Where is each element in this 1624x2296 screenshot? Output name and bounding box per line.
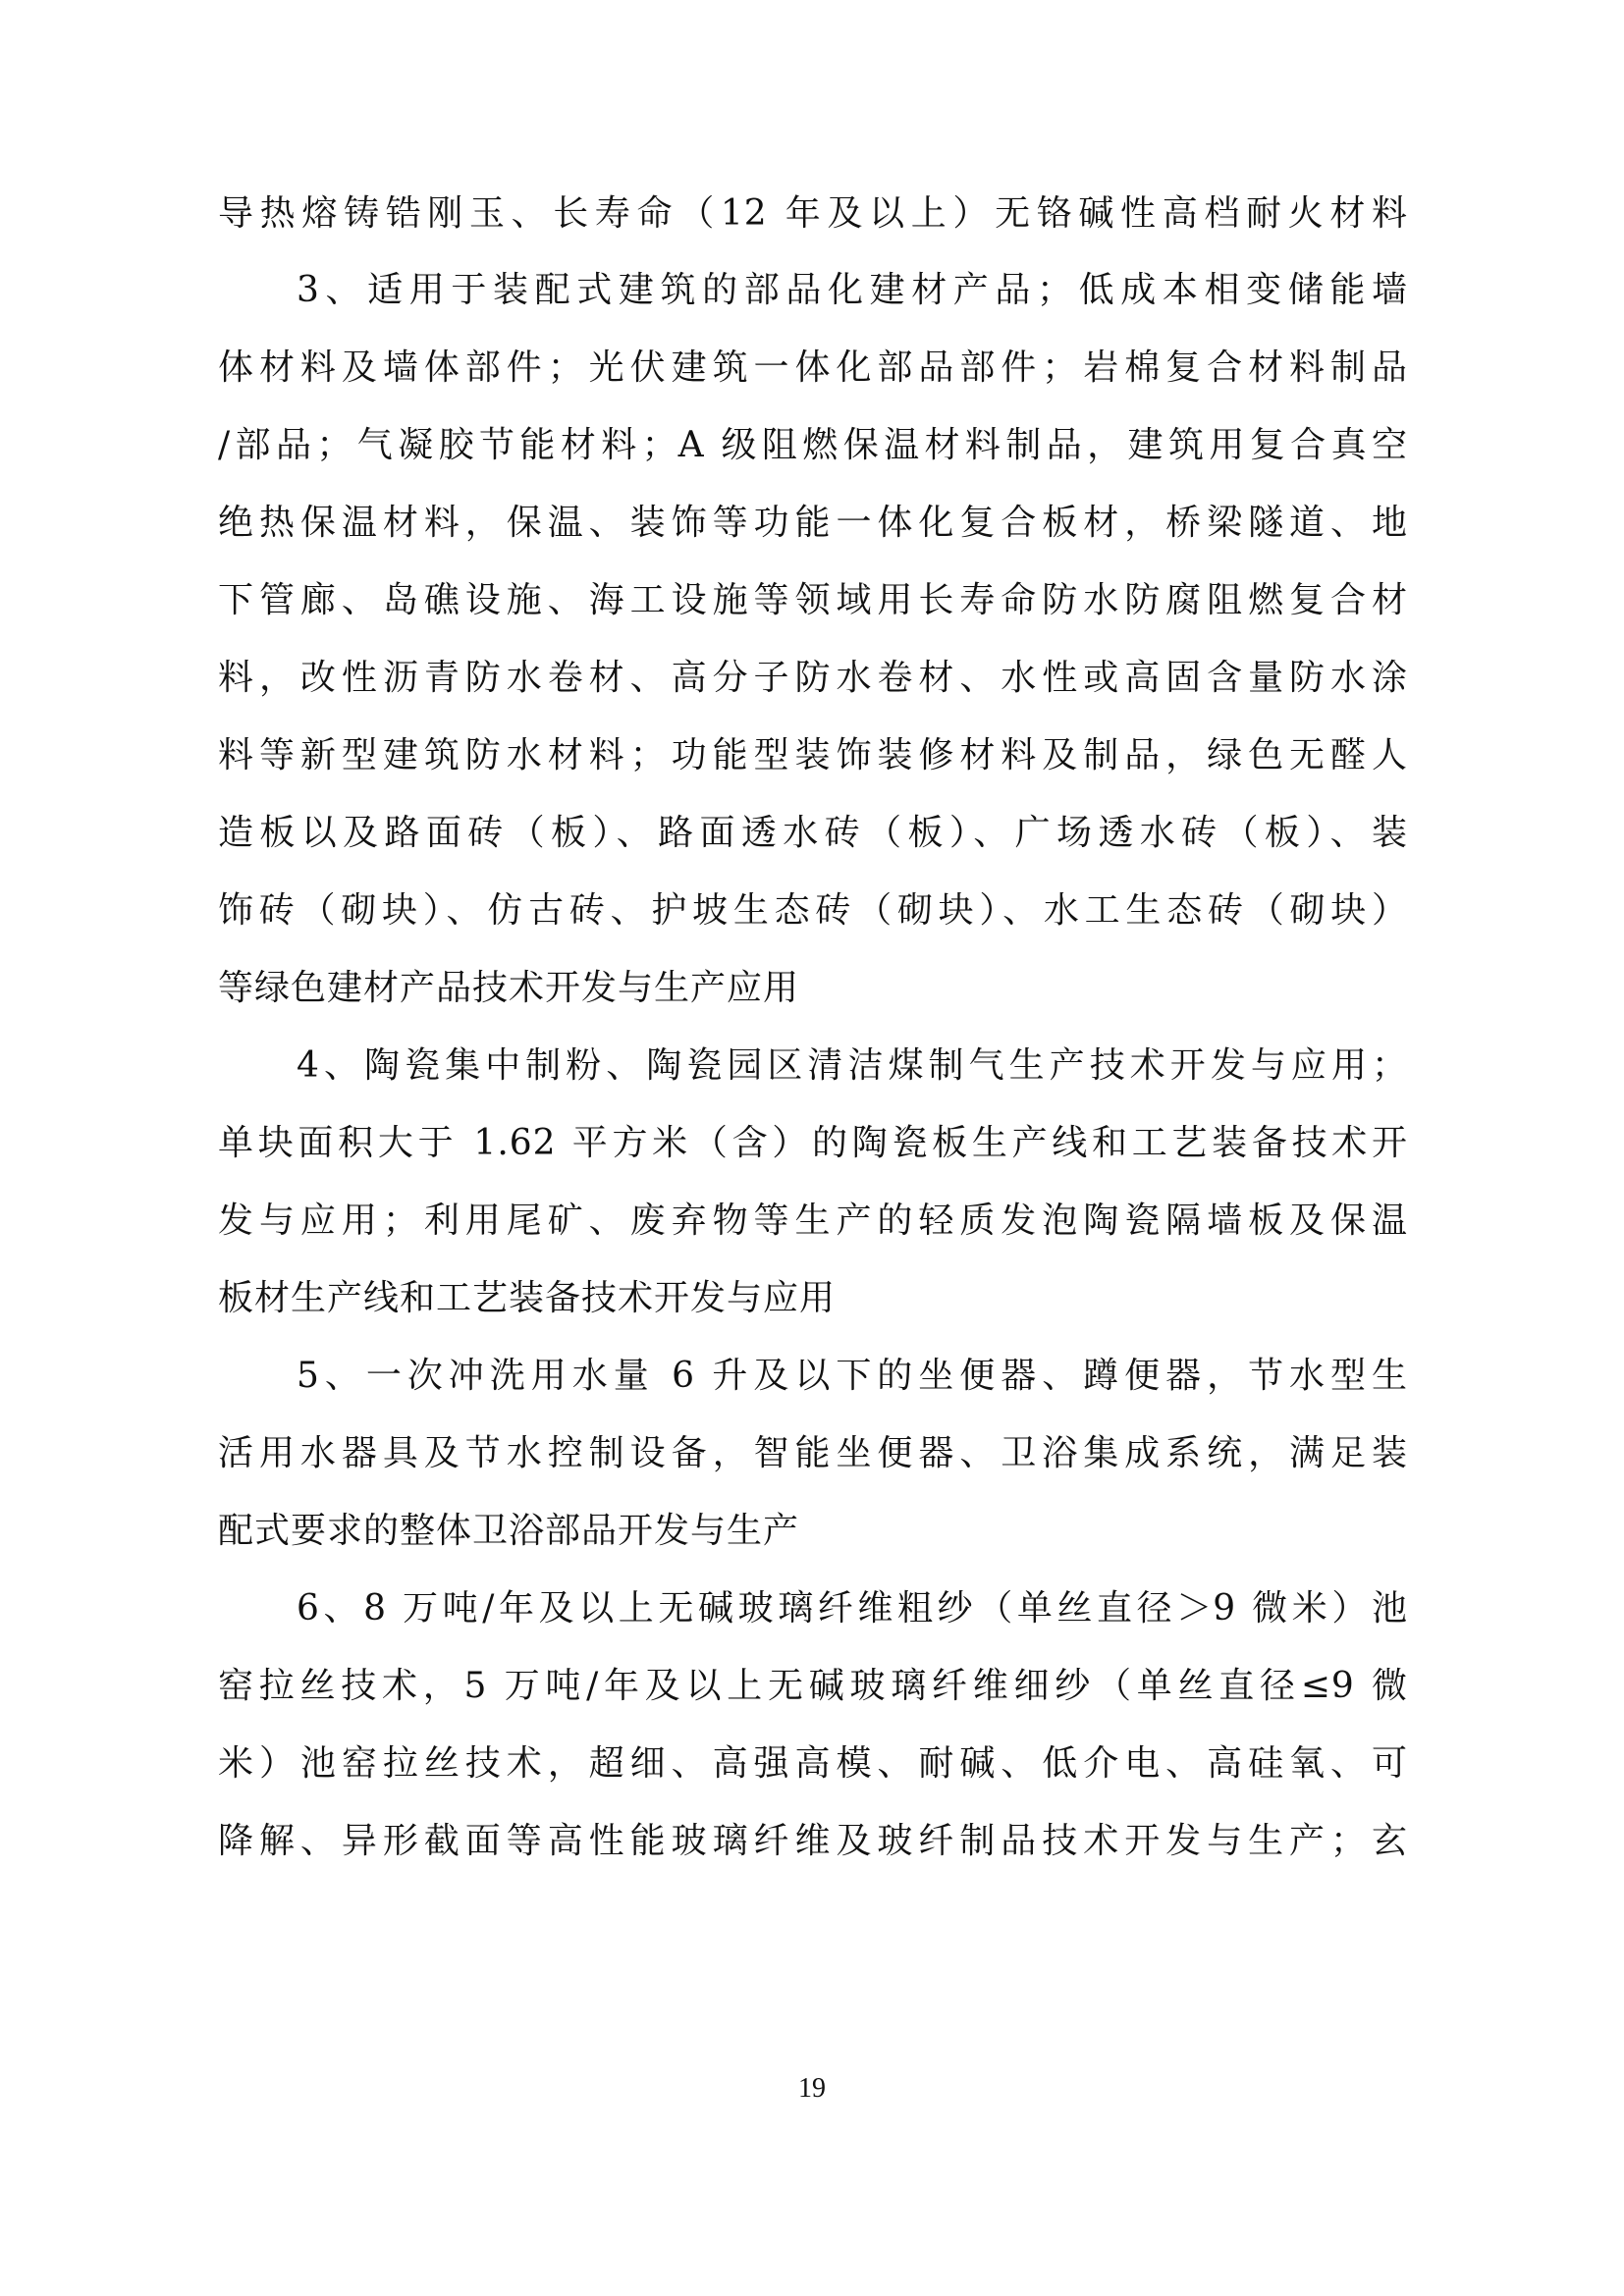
text-line: 米）池窑拉丝技术，超细、高强高模、耐碱、低介电、高硅氧、可 [218,1743,1408,1784]
text-line: 料等新型建筑防水材料；功能型装饰装修材料及制品，绿色无醛人 [218,735,1408,775]
text-line: 活用水器具及节水控制设备，智能坐便器、卫浴集成系统，满足装 [218,1433,1408,1473]
text-line: 造板以及路面砖（板）、路面透水砖（板）、广场透水砖（板）、装 [218,813,1408,853]
text-line: 单块面积大于 1.62 平方米（含）的陶瓷板生产线和工艺装备技术开 [218,1123,1408,1163]
text-line: 体材料及墙体部件；光伏建筑一体化部品部件；岩棉复合材料制品 [218,347,1408,388]
text-line: 发与应用；利用尾矿、废弃物等生产的轻质发泡陶瓷隔墙板及保温 [218,1201,1408,1241]
paragraph-4-start: 4、陶瓷集中制粉、陶瓷园区清洁煤制气生产技术开发与应用； [297,1045,1408,1086]
text-line: 料，改性沥青防水卷材、高分子防水卷材、水性或高固含量防水涂 [218,658,1408,698]
page-number: 19 [798,2073,826,2104]
paragraph-6-start: 6、8 万吨/年及以上无碱玻璃纤维粗纱（单丝直径＞9 微米）池 [297,1588,1408,1629]
paragraph-5-start: 5、一次冲洗用水量 6 升及以下的坐便器、蹲便器，节水型生 [297,1356,1408,1396]
text-line: 绝热保温材料，保温、装饰等功能一体化复合板材，桥梁隧道、地 [218,503,1408,543]
paragraph-3-start: 3、适用于装配式建筑的部品化建材产品；低成本相变储能墙 [297,270,1408,310]
text-line: 配式要求的整体卫浴部品开发与生产 [218,1511,800,1551]
text-line: 降解、异形截面等高性能玻璃纤维及玻纤制品技术开发与生产；玄 [218,1821,1408,1861]
text-line: 下管廊、岛礁设施、海工设施等领域用长寿命防水防腐阻燃复合材 [218,580,1408,620]
text-line: 板材生产线和工艺装备技术开发与应用 [218,1278,837,1318]
text-line: 窑拉丝技术，5 万吨/年及以上无碱玻璃纤维细纱（单丝直径≤9 微 [218,1666,1408,1706]
text-line: 等绿色建材产品技术开发与生产应用 [218,968,800,1008]
text-line: 饰砖（砌块）、仿古砖、护坡生态砖（砌块）、水工生态砖（砌块） [218,890,1408,931]
text-line: 导热熔铸锆刚玉、长寿命（12 年及以上）无铬碱性高档耐火材料 [218,193,1408,234]
text-line: /部品；气凝胶节能材料；A 级阻燃保温材料制品，建筑用复合真空 [218,425,1408,465]
